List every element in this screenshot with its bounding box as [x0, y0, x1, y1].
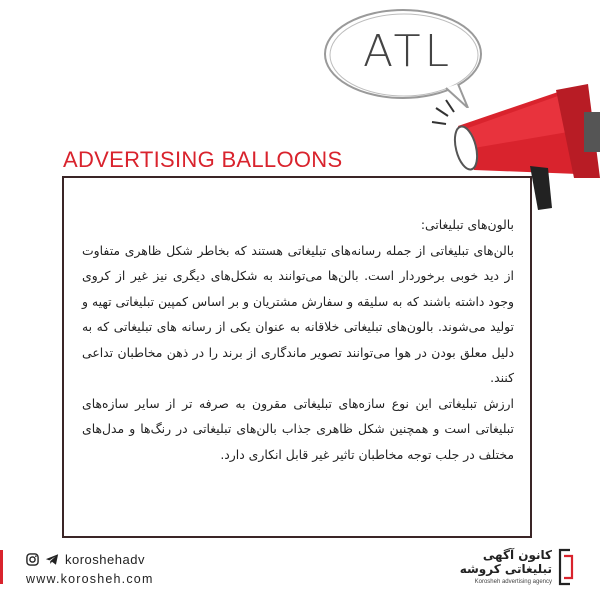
- telegram-icon[interactable]: [45, 553, 59, 566]
- instagram-icon[interactable]: [26, 553, 39, 566]
- article-paragraph-1: بالن‌های تبلیغاتی از جمله رسانه‌های تبلیغاتی هستند که بخاطر شکل ظاهری متفاوت از دید خوبی برخوردار است. بالن‌ها می‌توانند به شکل‌های دیگری نیز غیر از کروی وجود داشته باشند که به سلیقه و سفارش مشتریان و بر اساس کمپین تبلیغاتی تهیه و تولید می‌شوند. بالون‌های تبلیغاتی خلاقانه به عنوان یکی از رسانه های تبلیغاتی که به دلیل معلق بودن در هوا می‌توانند تصویر ماندگاری از برند را در ذهن مخاطبان تداعی کنند.: [82, 242, 514, 385]
- brand-logo: [459, 546, 580, 590]
- logo-text-line1: کانون آگهی: [482, 548, 552, 562]
- footer-accent-bar: [0, 550, 3, 584]
- article-heading: بالون‌های تبلیغاتی:: [420, 217, 514, 232]
- bubble-text: ATL: [362, 26, 454, 77]
- article-body: [82, 212, 514, 467]
- social-row: [26, 552, 145, 567]
- article-paragraph-2: ارزش تبلیغاتی این نوع سازه‌های تبلیغاتی مقرون به صرفه تر از سایر سازه‌های تبلیغاتی است و همچنین شکل ظاهری جذاب بالن‌های تبلیغاتی در رنگ‌ها و مدل‌های مختلف در جلب توجه مخاطبان تاثیر غیر قابل انکاری دارد.: [82, 395, 514, 462]
- logo-text-line2: تبلیغاتی کروشه: [459, 562, 552, 576]
- website-link[interactable]: www.korosheh.com: [26, 572, 154, 586]
- social-handle[interactable]: koroshehadv: [65, 552, 145, 567]
- bracket-logo-icon: [556, 548, 576, 586]
- page-title: ADVERTISING BALLOONS: [63, 147, 343, 172]
- logo-subtitle: Korosheh advertising agency: [474, 579, 552, 585]
